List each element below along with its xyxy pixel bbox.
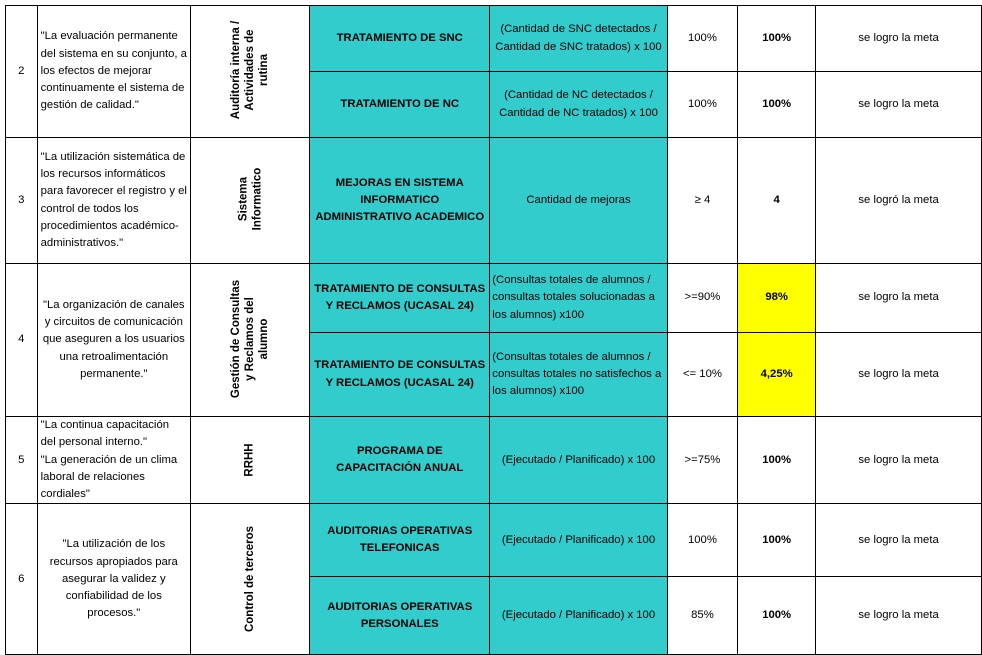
result-value: 100%	[738, 6, 816, 72]
objective-text: "La evaluación permanente del sistema en su conjunto, a los efectos de mejorar continuamente el sistema de gestión de calidad."	[37, 6, 190, 138]
observation-text: se logro la meta	[816, 417, 982, 504]
observation-text: se logro la meta	[816, 504, 982, 577]
observation-text: se logró la meta	[816, 138, 982, 264]
process-name: TRATAMIENTO DE CONSULTAS Y RECLAMOS (UCASAL 24)	[310, 264, 490, 333]
target-value: 85%	[667, 577, 737, 655]
observation-text: se logro la meta	[816, 264, 982, 333]
process-name: AUDITORIAS OPERATIVAS TELEFONICAS	[310, 504, 490, 577]
result-value: 100%	[738, 417, 816, 504]
indicator-formula: (Consultas totales de alumnos / consultas totales no satisfechos a los alumnos) x100	[490, 333, 667, 417]
table-row	[6, 504, 982, 577]
target-value: 100%	[667, 6, 737, 72]
table-row	[6, 6, 982, 72]
process-name: TRATAMIENTO DE NC	[310, 72, 490, 138]
target-value: >=75%	[667, 417, 737, 504]
target-value: <= 10%	[667, 333, 737, 417]
row-number: 2	[6, 6, 38, 138]
quality-objectives-table	[5, 5, 982, 655]
target-value: ≥ 4	[667, 138, 737, 264]
objective-text: "La organización de canales y circuitos de comunicación que aseguren a los usuarios una retroalimentación permanente."	[37, 264, 190, 417]
indicator-formula: (Ejecutado / Planificado) x 100	[490, 504, 667, 577]
indicator-formula: (Ejecutado / Planificado) x 100	[490, 577, 667, 655]
row-number: 6	[6, 504, 38, 655]
row-number: 5	[6, 417, 38, 504]
table-row	[6, 138, 982, 264]
indicator-formula: (Ejecutado / Planificado) x 100	[490, 417, 667, 504]
result-value: 4	[738, 138, 816, 264]
target-value: 100%	[667, 72, 737, 138]
objective-text: "La utilización de los recursos apropiados para asegurar la validez y confiabilidad de los procesos."	[37, 504, 190, 655]
process-name: TRATAMIENTO DE SNC	[310, 6, 490, 72]
indicator-formula: (Cantidad de SNC detectados / Cantidad de SNC tratados) x 100	[490, 6, 667, 72]
observation-text: se logro la meta	[816, 333, 982, 417]
objective-text: "La utilización sistemática de los recursos informáticos para favorecer el registro y el control de todos los procedimientos académico-administrativos."	[37, 138, 190, 264]
indicator-formula: (Cantidad de NC detectados / Cantidad de NC tratados) x 100	[490, 72, 667, 138]
result-value: 100%	[738, 577, 816, 655]
observation-text: se logro la meta	[816, 6, 982, 72]
process-name: AUDITORIAS OPERATIVAS PERSONALES	[310, 577, 490, 655]
result-value: 100%	[738, 504, 816, 577]
row-number: 4	[6, 264, 38, 417]
observation-text: se logro la meta	[816, 72, 982, 138]
objective-text: "La continua capacitación del personal interno." "La generación de un clima laboral de relaciones cordiales"	[37, 417, 190, 504]
area-label: Sistema Informatico	[190, 138, 309, 264]
area-label: Auditoría interna / Actividades de rutina	[190, 6, 309, 138]
process-name: PROGRAMA DE CAPACITACIÓN ANUAL	[310, 417, 490, 504]
process-name: MEJORAS EN SISTEMA INFORMATICO ADMINISTRATIVO ACADEMICO	[310, 138, 490, 264]
target-value: 100%	[667, 504, 737, 577]
area-label: Control de terceros	[190, 504, 309, 655]
result-value: 98%	[738, 264, 816, 333]
observation-text: se logro la meta	[816, 577, 982, 655]
indicator-formula: Cantidad de mejoras	[490, 138, 667, 264]
target-value: >=90%	[667, 264, 737, 333]
row-number: 3	[6, 138, 38, 264]
result-value: 100%	[738, 72, 816, 138]
table-row	[6, 417, 982, 504]
process-name: TRATAMIENTO DE CONSULTAS Y RECLAMOS (UCASAL 24)	[310, 333, 490, 417]
table-row	[6, 264, 982, 333]
area-label: Gestión de Consultas y Reclamos del alumno	[190, 264, 309, 417]
result-value: 4,25%	[738, 333, 816, 417]
area-label: RRHH	[190, 417, 309, 504]
indicator-formula: (Consultas totales de alumnos / consultas totales solucionadas a los alumnos) x100	[490, 264, 667, 333]
